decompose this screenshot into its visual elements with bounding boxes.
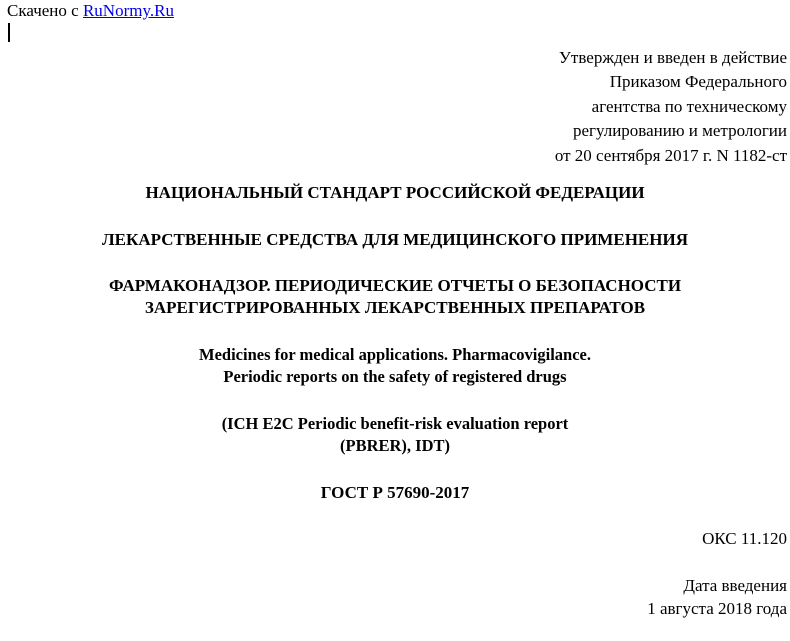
standard-heading bbox=[0, 182, 790, 204]
ich-reference-line: (ICH E2C Periodic benefit-risk evaluation report bbox=[221, 414, 569, 433]
approval-line: Приказом Федерального bbox=[609, 72, 787, 92]
title-en bbox=[0, 344, 790, 388]
title-en-line: Medicines for medical applications. Pharmacovigilance. bbox=[199, 345, 591, 364]
introduction-date: 1 августа 2018 года bbox=[647, 599, 787, 618]
runormy-link[interactable]: RuNormy.Ru bbox=[82, 1, 174, 20]
approval-line: агентства по техническому bbox=[591, 96, 787, 116]
introduction-label: Дата введения bbox=[683, 576, 787, 595]
title-en-line: Periodic reports on the safety of registered drugs bbox=[223, 367, 567, 386]
approval-line: Утвержден и введен в действие bbox=[558, 48, 787, 67]
gost-number bbox=[0, 482, 790, 504]
title-ru-main bbox=[0, 229, 790, 251]
gost-number-text: ГОСТ Р 57690-2017 bbox=[320, 483, 470, 502]
title-ru-sub-line: ФАРМАКОНАДЗОР. ПЕРИОДИЧЕСКИЕ ОТЧЕТЫ О БЕЗОПАСНОСТИ bbox=[108, 276, 682, 295]
oks-code-text: ОКС 11.120 bbox=[702, 529, 787, 548]
ich-reference bbox=[0, 413, 790, 457]
standard-heading-text: НАЦИОНАЛЬНЫЙ СТАНДАРТ РОССИЙСКОЙ ФЕДЕРАЦИИ bbox=[145, 183, 645, 202]
download-source-prefix: Скачено с bbox=[7, 1, 83, 20]
oks-code bbox=[702, 528, 787, 550]
title-ru-main-text: ЛЕКАРСТВЕННЫЕ СРЕДСТВА ДЛЯ МЕДИЦИНСКОГО ПРИМЕНЕНИЯ bbox=[102, 230, 688, 249]
approval-line: регулированию и метрологии bbox=[572, 121, 787, 141]
title-ru-sub-line: ЗАРЕГИСТРИРОВАННЫХ ЛЕКАРСТВЕННЫХ ПРЕПАРАТОВ bbox=[144, 298, 646, 317]
download-source-line bbox=[7, 0, 174, 22]
approval-block bbox=[555, 46, 787, 168]
ich-reference-line: (PBRER), IDT) bbox=[340, 436, 450, 455]
approval-line: от 20 сентября 2017 г. N 1182-ст bbox=[554, 145, 787, 165]
introduction-date-block bbox=[647, 574, 787, 620]
title-ru-sub bbox=[0, 275, 790, 319]
text-cursor bbox=[8, 23, 10, 42]
